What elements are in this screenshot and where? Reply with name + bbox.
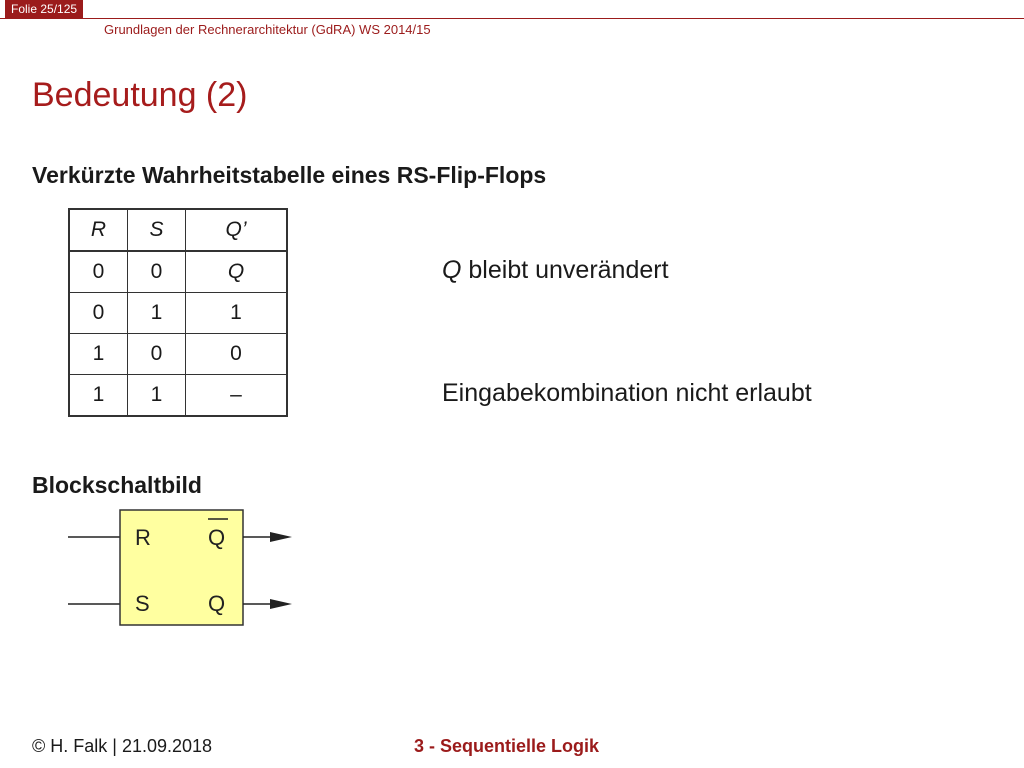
truth-table-heading: Verkürzte Wahrheitstabelle eines RS-Flip-Flops (32, 162, 547, 188)
table-cell: 0 (69, 293, 128, 334)
table-cell: 0 (69, 251, 128, 293)
header-cell-s: S (128, 209, 186, 251)
truth-table-header-row (69, 209, 287, 251)
hold-state-variable: Q (442, 256, 462, 284)
table-cell: 1 (128, 375, 186, 417)
table-cell: 1 (128, 293, 186, 334)
block-diagram-heading: Blockschaltbild (32, 472, 202, 498)
table-row (69, 293, 287, 334)
output-q-bar-arrow (270, 532, 292, 542)
table-cell: – (186, 375, 288, 417)
rs-flipflop-block-diagram (60, 505, 310, 635)
table-row (69, 334, 287, 375)
course-title: Grundlagen der Rechnerarchitektur (GdRA) WS 2014/15 (104, 22, 431, 37)
input-s-label: S (135, 591, 150, 616)
footer-chapter: 3 - Sequentielle Logik (414, 736, 600, 756)
table-cell: 1 (186, 293, 288, 334)
forbidden-input-note: Eingabekombination nicht erlaubt (442, 379, 812, 407)
truth-table (68, 208, 288, 417)
table-cell: 1 (69, 375, 128, 417)
output-q-bar-label: Q (208, 525, 226, 550)
table-cell: 0 (128, 334, 186, 375)
slide-number-badge: Folie 25/125 (5, 0, 83, 18)
table-cell: 0 (186, 334, 288, 375)
input-r-label: R (135, 525, 151, 550)
table-row (69, 375, 287, 417)
hold-state-text: bleibt unverändert (461, 256, 669, 284)
output-q-label: Q (208, 591, 226, 616)
table-cell: Q (186, 251, 288, 293)
table-row (69, 251, 287, 293)
hold-state-note (442, 256, 669, 285)
header-bar (0, 0, 1024, 19)
header-cell-r: R (69, 209, 128, 251)
footer-author-date: © H. Falk | 21.09.2018 (32, 736, 213, 756)
table-cell: 1 (69, 334, 128, 375)
table-cell: 0 (128, 251, 186, 293)
output-q-arrow (270, 599, 292, 609)
header-cell-q-next: Q’ (186, 209, 288, 251)
slide-title: Bedeutung (2) (32, 76, 248, 114)
header-rule (0, 18, 1024, 19)
